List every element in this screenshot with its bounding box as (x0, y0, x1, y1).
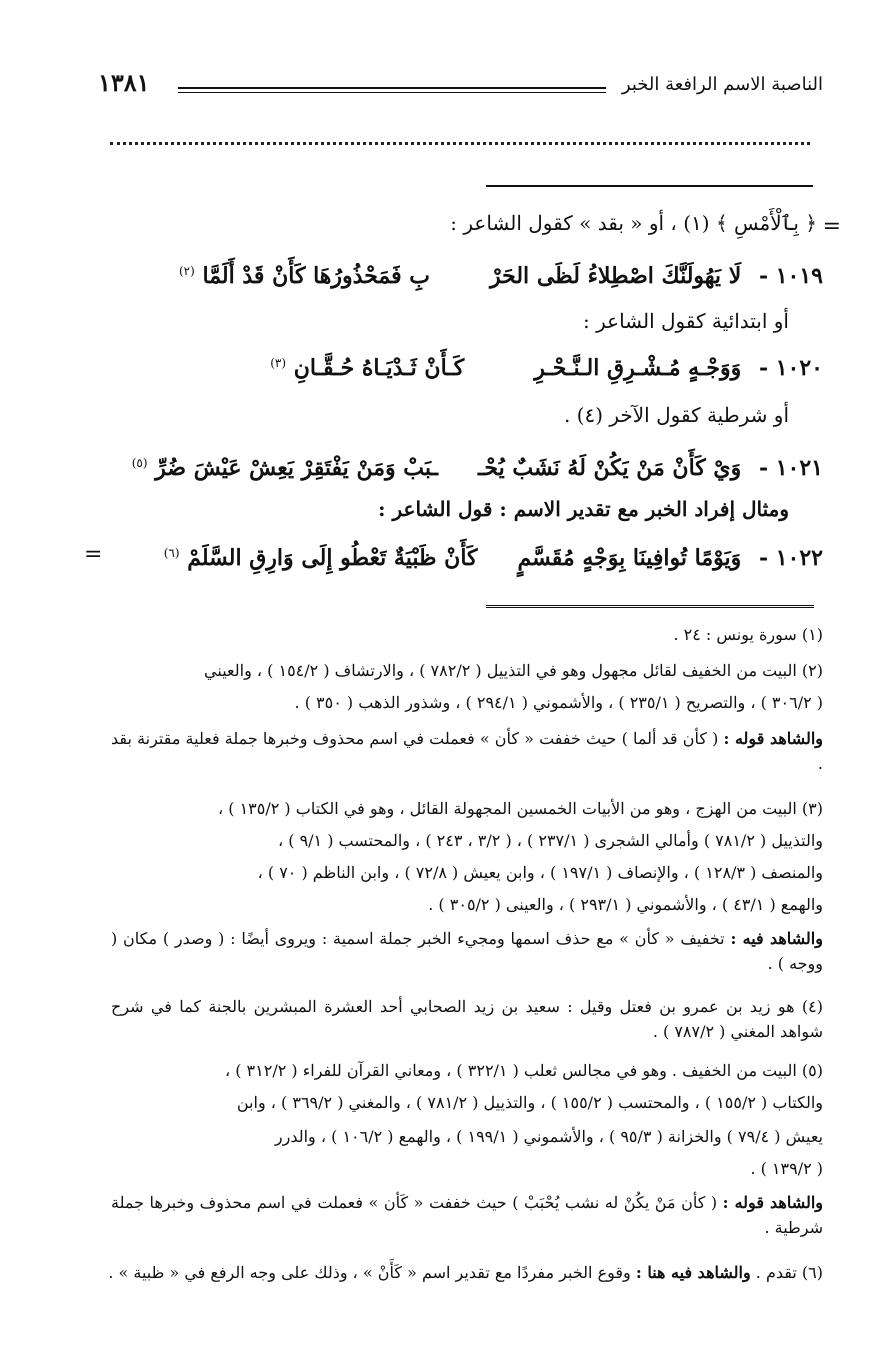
footnote-3-line-4: والهمع ( ٤٣/١ ) ، والأشموني ( ٢٩٣/١ ) ، والعينى ( ٣٠٥/٢ ) . (428, 895, 823, 914)
footnote-3-line-1: (٣) البيت من الهزج ، وهو من الأبيات الخمسين المجهولة القائل ، وهو في الكتاب ( ١٣٥/٢ ) ، (218, 799, 823, 818)
footnote-2-line-1: (٢) البيت من الخفيف لقائل مجهول وهو في التذييل ( ٧٨٢/٢ ) ، والارتشاف ( ١٥٤/٢ ) ، والعيني (204, 661, 823, 680)
footnote-4: (٤) هو زيد بن عمرو بن فعتل وقيل : سعيد بن زيد الصحابي أحد العشرة المبشرين بالجنة كما في شرح شواهد المغني ( ٧٨٧/٢ ) . (111, 997, 823, 1041)
shahid-text: ( كأن قد ألما ) حيث خففت « كأن » فعملت في اسم محذوف وخبرها جملة فعلية مقترنة بقد . (111, 729, 823, 773)
footnote-3-line-2: والتذييل ( ٧٨١/٢ ) وأمالي الشجرى ( ٢٣٧/١ ) ، ( ٣/٢ ، ٢٤٣ ) ، والمحتسب ( ٩/١ ) ، (277, 831, 823, 850)
verse-number: ١٠٢٠ - (758, 355, 823, 381)
footnote-3-shahid (111, 926, 823, 976)
footnote-2-shahid (111, 726, 823, 776)
footnote-3-line-3: والمنصف ( ١٢٨/٣ ) ، والإنصاف ( ١٩٧/١ ) ، وابن يعيش ( ٧٢/٨ ) ، وابن الناظم ( ٧٠ ) ، (257, 863, 823, 882)
footnote-6 (108, 1260, 823, 1285)
verse-first-hemistich: وَيْ كَأَنْ مَنْ يَكُنْ لَهُ نَشَبٌ يُحْـ (477, 455, 742, 481)
page-number: ١٣٨١ (98, 68, 150, 97)
footnote-ref: (٢) (178, 264, 195, 278)
header-rule (178, 87, 606, 93)
running-header-title: الناصبة الاسم الرافعة الخبر (621, 74, 823, 95)
line-ifrad: ومثال إفراد الخبر مع تقدير الاسم : قول الشاعر : (378, 497, 789, 521)
verse-second-hemistich: ـبَبْ وَمَنْ يَفْتَقِرْ يَعِشْ عَيْشَ ضُرِّ (155, 455, 438, 481)
verse-first-hemistich: لَا يَهُولَنَّكَ اصْطِلاءُ لَظَى الحَرْ (490, 263, 742, 289)
dotted-separator (110, 142, 810, 145)
verse-second-hemistich: بِ فَمَحْذُورُهَا كَأَنْ قَدْ أَلَمَّا (202, 263, 431, 289)
verse-first-hemistich: وَيَوْمًا تُوافِينَا بِوَجْهٍ مُقَسَّمٍ (517, 545, 742, 571)
footnote-5-line-3: يعيش ( ٧٩/٤ ) والخزانة ( ٩٥/٣ ) ، والأشموني ( ١٩٩/١ ) ، والهمع ( ١٠٦/٢ ) ، والدرر (274, 1127, 823, 1146)
shahid-text: ( كأن مَنْ يكُنْ له نشب يُحْبَبْ ) حيث خففت « كَأن » فعملت في اسم محذوف وخبرها جملة شرطية . (111, 1193, 823, 1237)
footnote-ref: (٣) (270, 356, 287, 370)
shahid-label: والشاهد فيه هنا : (635, 1263, 751, 1282)
verse-number: ١٠٢١ - (758, 455, 823, 481)
line-ibtidaiyya: أو ابتدائية كقول الشاعر : (583, 309, 789, 333)
verse-first-hemistich: وَوَجْـهٍ مُـشْـرِقِ الـنَّـحْـرِ (534, 355, 742, 381)
shahid-text: وقوع الخبر مفردًا مع تقدير اسم « كَأَنْ » ، وذلك على وجه الرفع في « ظبية » . (108, 1263, 631, 1282)
continuation-mark-end: = (84, 542, 103, 567)
verse-1019 (179, 254, 823, 293)
verse-second-hemistich: كَأَنْ ظَبْيَةٌ تَعْطُو إِلَى وَارِقِ السَّلَمْ (187, 545, 478, 571)
shahid-label: والشاهد فيه : (730, 929, 823, 948)
footnote-5-line-2: والكتاب ( ١٥٥/٢ ) ، والمحتسب ( ١٥٥/٢ ) ، والتذييل ( ٧٨١/٢ ) ، والمغني ( ٣٦٩/٢ ) ، وابن (236, 1093, 823, 1112)
verse-second-hemistich: كَـأَنْ ثَـدْيَـاهُ حُـقَّـانِ (293, 355, 465, 381)
footnote-5-shahid (111, 1190, 823, 1240)
verse-1021 (132, 446, 823, 485)
shahid-label: والشاهد قوله : (723, 729, 823, 748)
verse-1020 (270, 346, 823, 385)
verse-1022 (164, 536, 823, 575)
shahid-text: تخفيف « كأن » مع حذف اسمها ومجيء الخبر جملة اسمية : ويروى أيضًا : ( وصدر ) مكان ( ووجه ) . (111, 929, 823, 973)
footnote-ref: (٥) (131, 456, 148, 470)
continuation-mark-start: = (822, 214, 841, 239)
footnote-ref: (٦) (163, 546, 180, 560)
intro-line: ﴿ بِٱلْأَمْسِ ﴾ (١) ، أو « بقد » كقول الشاعر : (450, 211, 817, 235)
footnote-2-line-2: ( ٣٠٦/٢ ) ، والتصريح ( ٢٣٥/١ ) ، والأشموني ( ٢٩٤/١ ) ، وشذور الذهب ( ٣٥٠ ) . (294, 693, 823, 712)
footnote-6-text: (٦) تقدم . (755, 1263, 823, 1282)
footnote-5-line-1: (٥) البيت من الخفيف . وهو في مجالس ثعلب ( ٣٢٢/١ ) ، ومعاني القرآن للفراء ( ٣١٢/٢ ) ، (224, 1061, 823, 1080)
verse-number: ١٠١٩ - (758, 263, 823, 289)
shahid-label: والشاهد قوله : (722, 1193, 824, 1212)
footnote-1: (١) سورة يونس : ٢٤ . (673, 625, 823, 644)
top-rule (486, 185, 813, 187)
verse-number: ١٠٢٢ - (758, 545, 823, 571)
footnote-rule (486, 605, 814, 610)
line-shartiyya: أو شرطية كقول الآخر (٤) . (563, 403, 789, 427)
footnote-5-line-4: ( ١٣٩/٢ ) . (750, 1159, 823, 1178)
